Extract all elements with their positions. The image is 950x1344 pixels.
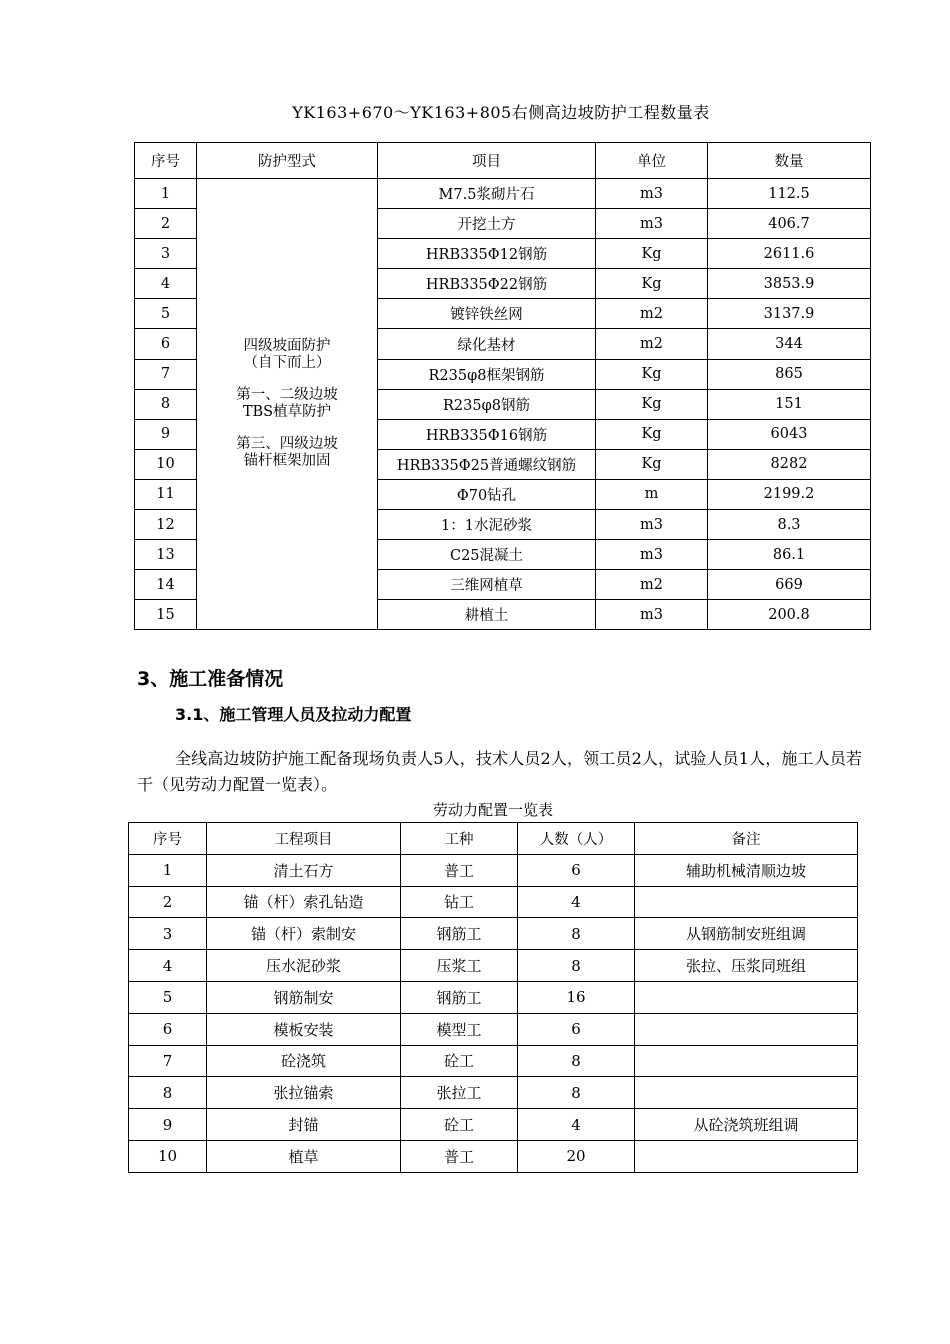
labor-table: [128, 822, 858, 1173]
cell-item: 耕植土: [378, 600, 596, 630]
cell-no: 3: [135, 239, 197, 269]
cell-note: 辅助机械清顺边坡: [635, 854, 858, 886]
cell-no: 6: [129, 1013, 207, 1045]
cell-quantity: 86.1: [708, 540, 871, 570]
header-project: 工程项目: [207, 823, 401, 855]
cell-project: 植草: [207, 1140, 401, 1172]
protection-type-line2: （自下而上）: [243, 355, 331, 372]
cell-no: 1: [129, 854, 207, 886]
cell-no: 2: [135, 209, 197, 239]
table2-title: 劳动力配置一览表: [432, 801, 553, 819]
cell-quantity: 669: [708, 570, 871, 600]
header-no: 序号: [129, 823, 207, 855]
cell-project: 封锚: [207, 1109, 401, 1141]
cell-trade: 钻工: [401, 886, 518, 918]
cell-trade: 普工: [401, 1140, 518, 1172]
cell-note: [635, 1077, 858, 1109]
cell-quantity: 406.7: [708, 209, 871, 239]
cell-quantity: 200.8: [708, 600, 871, 630]
cell-quantity: 2199.2: [708, 479, 871, 509]
cell-unit: m: [596, 479, 708, 509]
cell-trade: 砼工: [401, 1045, 518, 1077]
cell-no: 15: [135, 600, 197, 630]
cell-note: [635, 1140, 858, 1172]
cell-no: 4: [135, 269, 197, 299]
cell-count: 8: [518, 1045, 635, 1077]
cell-no: 3: [129, 918, 207, 950]
cell-no: 7: [135, 359, 197, 389]
cell-project: 张拉锚索: [207, 1077, 401, 1109]
cell-no: 5: [135, 299, 197, 329]
cell-no: 9: [129, 1109, 207, 1141]
cell-note: [635, 1045, 858, 1077]
section-paragraph: 全线高边坡防护施工配备现场负责人5人，技术人员2人，领工员2人，试验人员1人，施工人员若干（见劳动力配置一览表）。: [137, 749, 862, 794]
table-row: [135, 179, 871, 209]
cell-unit: m3: [596, 510, 708, 540]
cell-unit: m3: [596, 209, 708, 239]
spacer: [197, 421, 377, 436]
cell-quantity: 8.3: [708, 510, 871, 540]
cell-quantity: 2611.6: [708, 239, 871, 269]
cell-item: 1：1水泥砂浆: [378, 510, 596, 540]
cell-item: HRB335Φ12钢筋: [378, 239, 596, 269]
cell-project: 锚（杆）索孔钻造: [207, 886, 401, 918]
cell-count: 4: [518, 1109, 635, 1141]
cell-item: Φ70钻孔: [378, 479, 596, 509]
cell-unit: m3: [596, 540, 708, 570]
cell-quantity: 344: [708, 329, 871, 359]
cell-no: 4: [129, 950, 207, 982]
cell-no: 2: [129, 886, 207, 918]
cell-item: HRB335Φ22钢筋: [378, 269, 596, 299]
cell-project: 砼浇筑: [207, 1045, 401, 1077]
quantity-table: [134, 142, 871, 630]
table-row: [129, 854, 858, 886]
cell-count: 20: [518, 1140, 635, 1172]
cell-no: 11: [135, 479, 197, 509]
table-header-row: [129, 823, 858, 855]
cell-no: 6: [135, 329, 197, 359]
cell-item: R235φ8框架钢筋: [378, 359, 596, 389]
protection-type-line5: 第三、四级边坡: [236, 436, 338, 453]
cell-protection-type: [197, 179, 378, 630]
cell-count: 8: [518, 1077, 635, 1109]
cell-note: 从砼浇筑班组调: [635, 1109, 858, 1141]
table-row: [129, 886, 858, 918]
cell-no: 10: [129, 1140, 207, 1172]
header-item: 项目: [378, 143, 596, 179]
cell-item: HRB335Φ16钢筋: [378, 419, 596, 449]
cell-note: 从钢筋制安班组调: [635, 918, 858, 950]
cell-unit: m3: [596, 179, 708, 209]
header-quantity: 数量: [708, 143, 871, 179]
table-row: [129, 918, 858, 950]
cell-note: [635, 981, 858, 1013]
table-row: [129, 1045, 858, 1077]
cell-count: 6: [518, 1013, 635, 1045]
protection-type-line6: 锚杆框架加固: [243, 453, 331, 470]
cell-item: HRB335Φ25普通螺纹钢筋: [378, 449, 596, 479]
protection-type-line4: TBS植草防护: [242, 404, 332, 421]
cell-item: C25混凝土: [378, 540, 596, 570]
cell-quantity: 865: [708, 359, 871, 389]
cell-project: 钢筋制安: [207, 981, 401, 1013]
cell-no: 9: [135, 419, 197, 449]
cell-unit: Kg: [596, 269, 708, 299]
cell-trade: 钢筋工: [401, 981, 518, 1013]
header-no: 序号: [135, 143, 197, 179]
cell-count: 8: [518, 918, 635, 950]
cell-unit: Kg: [596, 359, 708, 389]
cell-trade: 张拉工: [401, 1077, 518, 1109]
cell-trade: 普工: [401, 854, 518, 886]
cell-project: 压水泥砂浆: [207, 950, 401, 982]
section-heading: 3、施工准备情况: [137, 668, 284, 690]
cell-unit: m2: [596, 299, 708, 329]
protection-type-line3: 第一、二级边坡: [236, 387, 338, 404]
cell-no: 8: [135, 389, 197, 419]
header-count: 人数（人）: [518, 823, 635, 855]
cell-trade: 钢筋工: [401, 918, 518, 950]
table-row: [129, 950, 858, 982]
cell-no: 12: [135, 510, 197, 540]
cell-unit: Kg: [596, 239, 708, 269]
cell-item: 三维网植草: [378, 570, 596, 600]
cell-count: 4: [518, 886, 635, 918]
cell-item: 绿化基材: [378, 329, 596, 359]
cell-no: 7: [129, 1045, 207, 1077]
header-protection-type: 防护型式: [197, 143, 378, 179]
cell-unit: Kg: [596, 449, 708, 479]
cell-note: [635, 886, 858, 918]
cell-no: 5: [129, 981, 207, 1013]
cell-quantity: 112.5: [708, 179, 871, 209]
cell-trade: 模型工: [401, 1013, 518, 1045]
cell-no: 8: [129, 1077, 207, 1109]
cell-project: 清土石方: [207, 854, 401, 886]
cell-item: M7.5浆砌片石: [378, 179, 596, 209]
cell-note: 张拉、压浆同班组: [635, 950, 858, 982]
cell-count: 6: [518, 854, 635, 886]
table-row: [129, 1077, 858, 1109]
spacer: [197, 372, 377, 387]
cell-item: 开挖土方: [378, 209, 596, 239]
cell-quantity: 8282: [708, 449, 871, 479]
section-subheading: 3.1、施工管理人员及拉动力配置: [175, 705, 412, 724]
cell-project: 锚（杆）索制安: [207, 918, 401, 950]
cell-unit: m3: [596, 600, 708, 630]
cell-unit: m2: [596, 570, 708, 600]
cell-note: [635, 1013, 858, 1045]
cell-quantity: 3853.9: [708, 269, 871, 299]
header-trade: 工种: [401, 823, 518, 855]
cell-no: 10: [135, 449, 197, 479]
table-row: [129, 1013, 858, 1045]
cell-no: 1: [135, 179, 197, 209]
cell-trade: 砼工: [401, 1109, 518, 1141]
cell-no: 14: [135, 570, 197, 600]
cell-unit: m2: [596, 329, 708, 359]
table-row: [129, 1140, 858, 1172]
cell-count: 8: [518, 950, 635, 982]
cell-no: 13: [135, 540, 197, 570]
header-note: 备注: [635, 823, 858, 855]
cell-unit: Kg: [596, 389, 708, 419]
protection-type-line1: 四级坡面防护: [243, 338, 331, 355]
table-row: [129, 1109, 858, 1141]
table1-title: YK163+670～YK163+805右侧高边坡防护工程数量表: [292, 103, 710, 122]
table-row: [129, 981, 858, 1013]
cell-quantity: 151: [708, 389, 871, 419]
cell-quantity: 3137.9: [708, 299, 871, 329]
cell-unit: Kg: [596, 419, 708, 449]
cell-item: 镀锌铁丝网: [378, 299, 596, 329]
cell-count: 16: [518, 981, 635, 1013]
table-header-row: [135, 143, 871, 179]
header-unit: 单位: [596, 143, 708, 179]
cell-trade: 压浆工: [401, 950, 518, 982]
cell-item: R235φ8钢筋: [378, 389, 596, 419]
cell-quantity: 6043: [708, 419, 871, 449]
cell-project: 模板安装: [207, 1013, 401, 1045]
